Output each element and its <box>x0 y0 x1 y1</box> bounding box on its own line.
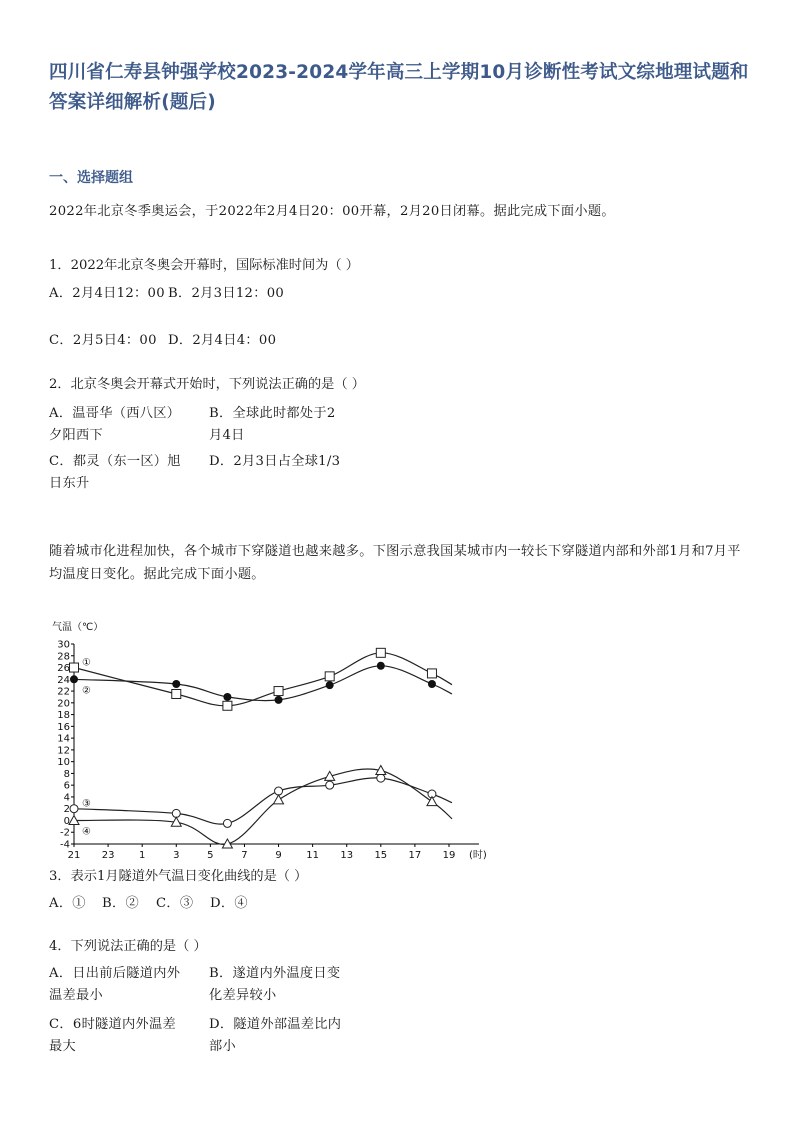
intro-paragraph-2: 随着城市化进程加快，各个城市下穿隧道也越来越多。下图示意我国某城市内一较长下穿隧道内部和外部1月和7月平均温度日变化。据此完成下面小题。 <box>49 544 741 582</box>
q4-option-d[interactable]: D．隧道外部温差比内部小 <box>209 1017 342 1054</box>
question-2-stem: 2．北京冬奥会开幕式开始时，下列说法正确的是（ ） <box>49 377 365 392</box>
y-tick-label: 18 <box>57 710 70 722</box>
q1-option-c[interactable]: C．2月5日4：00 <box>49 333 157 348</box>
x-tick-label: 19 <box>442 850 456 861</box>
y-tick-label: 2 <box>63 804 70 816</box>
q2-option-a[interactable]: A．温哥华（西八区）夕阳西下 <box>49 406 181 443</box>
series-2-point <box>223 693 231 701</box>
series-line-4 <box>74 769 452 844</box>
x-tick-label: 15 <box>374 850 388 861</box>
y-tick-label: 16 <box>57 721 70 733</box>
series-2-point <box>428 680 436 688</box>
series-label-3: ③ <box>82 798 91 810</box>
y-tick-label: 26 <box>57 663 70 675</box>
y-axis-label: 气温（℃） <box>52 622 104 633</box>
series-3-point <box>326 781 334 789</box>
x-tick-label: 5 <box>207 850 214 861</box>
q1-option-d[interactable]: D．2月4日4：00 <box>168 333 277 348</box>
x-tick-label: 21 <box>67 850 81 861</box>
q1-option-b[interactable]: B．2月3日12：00 <box>168 286 285 301</box>
series-1-point <box>223 701 232 710</box>
series-2-point <box>275 696 283 704</box>
q4-option-b[interactable]: B．遂道内外温度日变化差异较小 <box>209 966 341 1003</box>
q2-option-b[interactable]: B．全球此时都处于2月4日 <box>209 406 336 443</box>
x-tick-label: 9 <box>275 850 282 861</box>
q3-option-a[interactable]: A．① <box>49 896 86 911</box>
y-tick-label: 6 <box>63 780 70 792</box>
series-2-point <box>70 675 78 683</box>
question-1-stem: 1．2022年北京冬奥会开幕时，国际标准时间为（ ） <box>49 258 359 273</box>
y-tick-label: 12 <box>57 745 70 757</box>
y-tick-label: 0 <box>63 815 70 827</box>
series-label-1: ① <box>82 657 91 669</box>
q3-option-d[interactable]: D．④ <box>210 896 248 911</box>
intro-paragraph-1: 2022年北京冬季奥运会，于2022年2月4日20：00开幕，2月20日闭幕。据此完成下面小题。 <box>49 204 615 219</box>
x-axis-unit-label: (时) <box>469 850 487 861</box>
q4-option-a[interactable]: A．日出前后隧道内外温差最小 <box>49 966 181 1003</box>
series-1-point <box>427 669 436 678</box>
y-tick-label: -4 <box>60 839 70 851</box>
series-2-point <box>326 681 334 689</box>
series-label-2: ② <box>82 685 91 697</box>
x-tick-label: 11 <box>306 850 320 861</box>
q3-option-b[interactable]: B．② <box>102 896 139 911</box>
question-3-stem: 3．表示1月隧道外气温日变化曲线的是（ ） <box>49 869 308 884</box>
x-tick-label: 17 <box>408 850 422 861</box>
series-label-4: ④ <box>82 826 91 838</box>
series-1-point <box>172 690 181 699</box>
q2-option-d[interactable]: D．2月3日占全球1/3 <box>209 454 341 469</box>
series-3-point <box>377 774 385 782</box>
y-tick-label: 24 <box>57 674 70 686</box>
series-2-point <box>377 662 385 670</box>
series-4-point <box>274 795 284 804</box>
y-tick-label: 10 <box>57 757 70 769</box>
y-tick-label: -2 <box>60 827 70 839</box>
y-tick-label: 14 <box>57 733 70 745</box>
document-title: 四川省仁寿县钟强学校2023-2024学年高三上学期10月诊断性考试文综地理试题和答案详细解析(题后) <box>49 62 749 113</box>
y-tick-label: 4 <box>63 792 70 804</box>
series-3-point <box>223 819 231 827</box>
temperature-line-chart <box>44 614 504 864</box>
series-line-2 <box>74 666 452 701</box>
y-tick-label: 28 <box>57 651 70 663</box>
section-heading: 一、选择题组 <box>49 170 133 186</box>
series-4-point <box>427 797 437 806</box>
series-1-point <box>325 672 334 681</box>
q2-option-c[interactable]: C．都灵（东一区）旭日东升 <box>49 454 181 491</box>
q4-option-c[interactable]: C．6时隧道内外温差最大 <box>49 1017 176 1054</box>
x-tick-label: 7 <box>241 850 248 861</box>
series-3-point <box>70 805 78 813</box>
x-tick-label: 1 <box>138 850 146 861</box>
series-1-point <box>376 648 385 657</box>
series-line-3 <box>74 778 452 824</box>
y-tick-label: 22 <box>57 686 70 698</box>
y-tick-label: 30 <box>57 639 70 651</box>
x-tick-label: 23 <box>101 850 115 861</box>
chart-series <box>69 648 452 848</box>
question-4-stem: 4．下列说法正确的是（ ） <box>49 939 207 954</box>
series-line-1 <box>74 653 452 706</box>
series-1-point <box>70 663 79 672</box>
q1-option-a[interactable]: A．2月4日12：00 <box>49 286 165 301</box>
x-tick-label: 3 <box>173 850 180 861</box>
series-2-point <box>172 680 180 688</box>
chart-axes <box>57 640 487 862</box>
series-1-point <box>274 687 283 696</box>
y-tick-label: 20 <box>57 698 70 710</box>
q3-option-c[interactable]: C．③ <box>156 896 194 911</box>
x-tick-label: 13 <box>340 850 354 861</box>
y-tick-label: 8 <box>63 768 70 780</box>
